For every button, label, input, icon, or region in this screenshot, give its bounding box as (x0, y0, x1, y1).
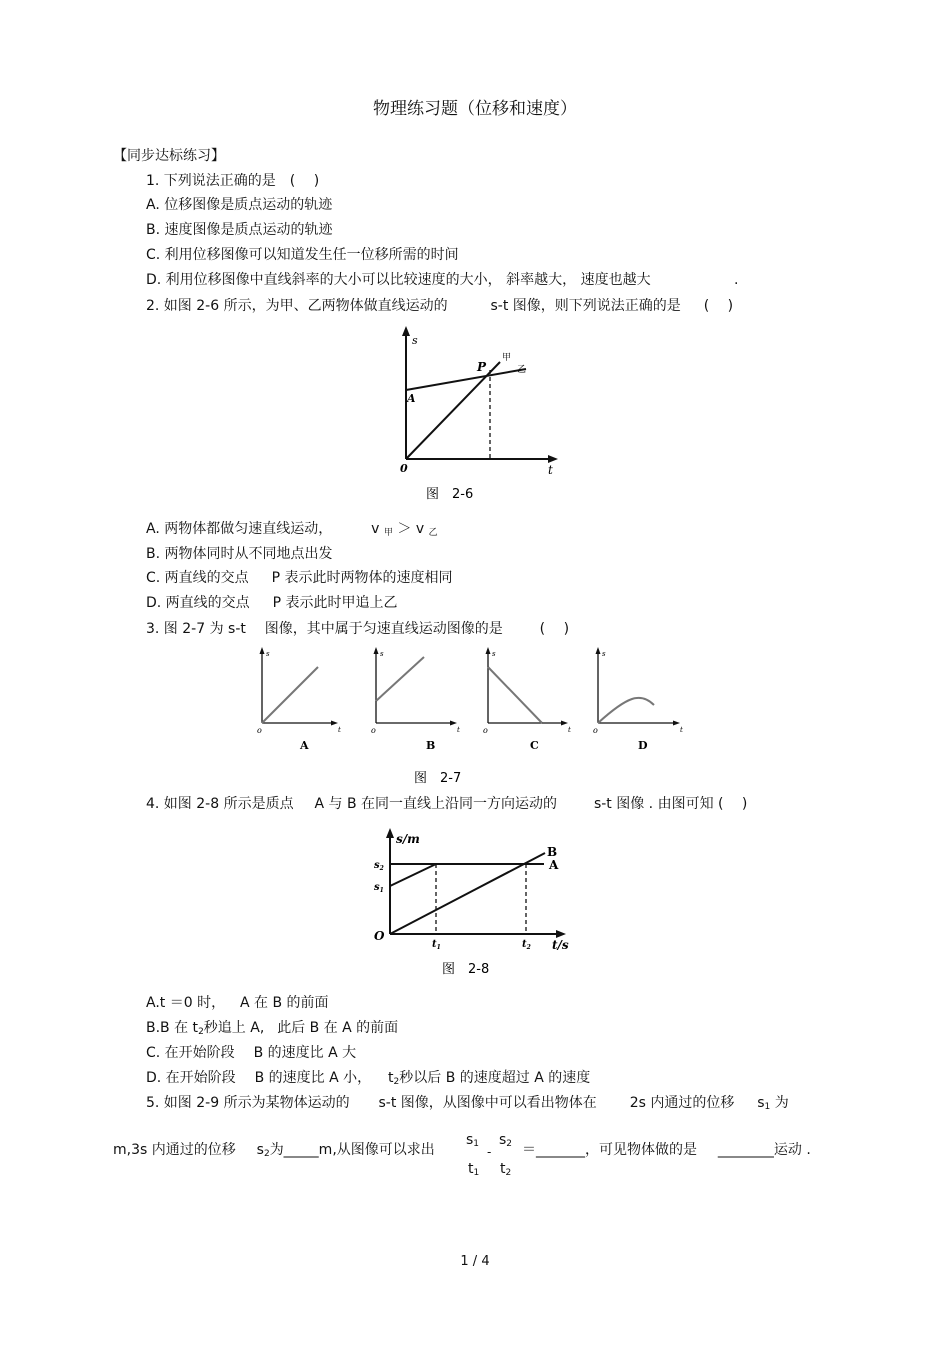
q2-option-c-pre: C. 两直线的交点 (146, 570, 249, 586)
q4-stem (146, 795, 747, 813)
q4-option-b-sub: 2 (198, 1027, 204, 1037)
q2-option-b: B. 两物体同时从不同地点出发 (146, 546, 333, 562)
frac2-den-t: t (500, 1161, 506, 1177)
graph-c-label: C (530, 739, 539, 752)
graph-b-label: B (426, 739, 436, 752)
fig27-caption: 图 2-7 (414, 771, 462, 786)
figure-2-6 (380, 322, 580, 507)
q5-line2-c-text: ＝_______，可见物体做的是 (522, 1142, 697, 1158)
q5-stem-a: 5. 如图 2-9 所示为某物体运动的 (146, 1095, 350, 1111)
graph-b (371, 647, 460, 752)
q2-v2: v (415, 521, 425, 537)
q5-line2-b: 为_____m,从图像可以求出 (269, 1142, 435, 1158)
q5-stem-sub: 1 (764, 1102, 771, 1112)
frac1-den (468, 1160, 479, 1182)
fig26-s-label: s (412, 334, 418, 347)
q4-option-b-post: 此后 B 在 A 的前面 (277, 1020, 399, 1036)
q4-option-b (146, 1019, 398, 1041)
q5-line2-s: s (256, 1142, 264, 1158)
q5-line2-sub: 2 (263, 1149, 270, 1159)
q4-option-d-post: 秒以后 B 的速度超过 A 的速度 (399, 1070, 591, 1086)
frac1-num-s: s (466, 1132, 474, 1148)
frac1-num-sub: 1 (473, 1139, 480, 1149)
q3-stem (146, 620, 569, 638)
frac1-num (466, 1131, 479, 1153)
q2-v1-sub: 甲 (383, 528, 393, 538)
fig28-t-axis: t/s (552, 938, 569, 952)
q4-option-b-pre: B.B 在 t (146, 1020, 199, 1036)
graph-a (257, 647, 341, 752)
q2-stem (146, 297, 733, 315)
q4-option-c-pre: C. 在开始阶段 (146, 1045, 235, 1061)
fig28-t2: t (522, 939, 527, 950)
fig26-origin-label: 0 (400, 462, 408, 475)
q5-stem (146, 1094, 789, 1116)
q4-stem-c: s-t 图像 . 由图可知 ( ) (593, 796, 748, 812)
fig26-jia-label: 甲 (502, 353, 512, 363)
q4-stem-a: 4. 如图 2-8 所示是质点 (146, 796, 294, 812)
q1-option-b: B. 速度图像是质点运动的轨迹 (146, 222, 333, 238)
page-number: 1 / 4 (460, 1254, 490, 1269)
graph-c (483, 647, 571, 752)
fig28-t1: t (432, 939, 437, 950)
fig26-yi-label: 乙 (517, 365, 527, 375)
fig28-s1: s (374, 882, 380, 893)
q1-stem: 1. 下列说法正确的是 ( ) (146, 173, 320, 189)
q4-option-d-mid: B 的速度比 A 小， (254, 1070, 372, 1086)
q5-stem-c: 2s 内通过的位移 (629, 1095, 735, 1111)
q5-line2-text: m,3s 内通过的位移 (113, 1142, 236, 1158)
graph-a-s: s (266, 650, 270, 658)
q2-option-a-text: A. 两物体都做匀速直线运动， (146, 521, 333, 537)
q4-option-a-post: A 在 B 的前面 (239, 995, 329, 1011)
fig28-t1-sub: 1 (436, 944, 441, 951)
graph-c-s: s (492, 650, 496, 658)
frac-separator: - (487, 1145, 492, 1159)
q5-line2-d: ________运动 . (717, 1142, 811, 1158)
q2-stem-b: s-t 图像，则下列说法正确的是 (490, 298, 681, 314)
q4-option-a-pre: A.t ＝0 时， (146, 995, 226, 1011)
q2-v2-sub: 乙 (428, 528, 438, 538)
q4-option-d-sub: 2 (393, 1077, 400, 1087)
graph-c-t: t (568, 726, 571, 734)
graph-b-s: s (380, 650, 384, 658)
fig28-origin: O (374, 929, 385, 943)
q2-option-a (146, 520, 438, 542)
q2-option-d-post: P 表示此时甲追上乙 (272, 595, 398, 611)
q3-stem-b: 图像，其中属于匀速直线运动图像的是 (264, 621, 503, 637)
q5-stem-b: s-t 图像，从图像中可以看出物体在 (378, 1095, 597, 1111)
svg-text:t2 (522, 939, 531, 951)
section-heading: 【同步达标练习】 (113, 148, 225, 164)
graph-a-o: o (257, 726, 262, 735)
q3-stem-c: ( ) (539, 621, 570, 637)
graph-b-t: t (457, 726, 460, 734)
q5-line2-c (522, 1141, 811, 1159)
frac2-den (500, 1160, 511, 1182)
q4-option-b-mid: 秒追上 A, (203, 1020, 265, 1036)
q4-option-c-post: B 的速度比 A 大 (253, 1045, 357, 1061)
q5-stem-end: 为 (774, 1095, 789, 1111)
fig26-t-label: t (548, 463, 553, 477)
q4-option-d-t: t (388, 1070, 394, 1086)
q5-line2-a (113, 1141, 435, 1163)
graph-d-s: s (602, 650, 606, 658)
graph-d-o: o (593, 726, 598, 735)
fig28-s1-sub: 1 (379, 887, 384, 894)
fig26-p-label: P (477, 360, 487, 374)
q4-option-d-pre: D. 在开始阶段 (146, 1070, 236, 1086)
fig28-s2: s (374, 860, 380, 871)
frac2-num-sub: 2 (506, 1139, 513, 1149)
page-title: 物理练习题（位移和速度） (373, 99, 577, 119)
q2-stem-a: 2. 如图 2-6 所示，为甲、乙两物体做直线运动的 (146, 298, 448, 314)
q2-option-c-post: P 表示此时两物体的速度相同 (271, 570, 453, 586)
graph-d-t: t (680, 726, 683, 734)
q2-stem-c: ( ) (703, 298, 734, 314)
frac1-den-sub: 1 (473, 1168, 480, 1178)
fig28-s2-sub: 2 (379, 865, 384, 872)
q2-option-c (146, 569, 453, 587)
svg-text:s1 (374, 882, 384, 894)
q3-stem-a: 3. 图 2-7 为 s-t (146, 621, 246, 637)
fig28-b-label: B (547, 845, 558, 859)
fig28-caption: 图 2-8 (442, 962, 490, 977)
q4-option-d (146, 1069, 590, 1091)
q4-stem-b: A 与 B 在同一直线上沿同一方向运动的 (314, 796, 558, 812)
fig26-caption: 图 2-6 (426, 487, 474, 502)
graph-c-o: o (483, 726, 488, 735)
figure-2-7 (250, 643, 700, 788)
q2-option-d-pre: D. 两直线的交点 (146, 595, 250, 611)
q4-option-c (146, 1044, 356, 1062)
q4-option-a (146, 994, 329, 1012)
frac2-num-s: s (499, 1132, 507, 1148)
fig28-t2-sub: 2 (526, 944, 531, 951)
q1-option-d: D. 利用位移图像中直线斜率的大小可以比较速度的大小， 斜率越大， 速度也越大 (146, 272, 651, 288)
graph-d-label: D (638, 739, 648, 752)
svg-text:s2 (374, 860, 384, 872)
q2-option-d (146, 594, 398, 612)
svg-text:t1 (432, 939, 441, 951)
q1-option-c: C. 利用位移图像可以知道发生任一位移所需的时间 (146, 247, 459, 263)
graph-b-o: o (371, 726, 376, 735)
frac2-den-sub: 2 (505, 1168, 512, 1178)
fig28-s-axis: s/m (396, 832, 420, 846)
q1-option-a: A. 位移图像是质点运动的轨迹 (146, 197, 333, 213)
q2-v1: v (371, 521, 380, 537)
q2-gt: ＞ (397, 521, 412, 537)
fig26-a-label: A (407, 392, 416, 405)
fig28-a-label: A (549, 858, 559, 872)
frac2-num (499, 1131, 512, 1153)
figure-2-8 (368, 826, 578, 978)
q1-option-d-tail: . (734, 272, 739, 288)
graph-d (593, 647, 683, 752)
graph-a-t: t (338, 726, 341, 734)
frac1-den-t: t (468, 1161, 474, 1177)
graph-a-label: A (300, 739, 309, 752)
q5-stem-s: s (757, 1095, 765, 1111)
